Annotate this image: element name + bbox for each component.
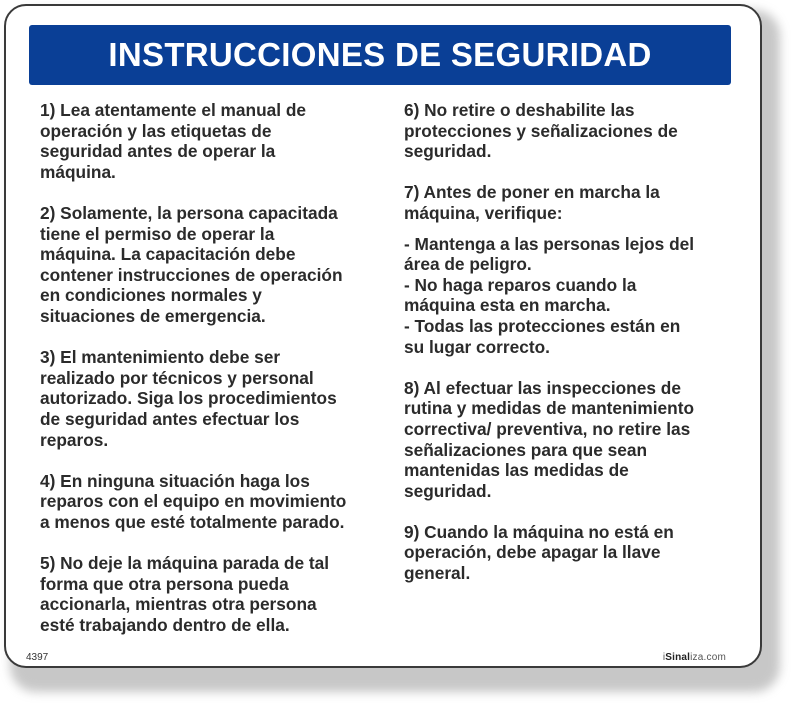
instruction-2: 2) Solamente, la persona capacitada tiene el permiso de operar la máquina. La capacitación debe contener instrucciones de operación en condiciones normales y situaciones de emergencia.: [40, 202, 343, 326]
instruction-8: 8) Al efectuar las inspecciones de rutina y medidas de mantenimiento correctiva/ preventiva, no retire las señalizaciones para que sean mantenidas las medidas de seguridad.: [404, 377, 695, 501]
instruction-4: 4) En ninguna situación haga los reparos con el equipo en movimiento a menos que esté totalmente parado.: [40, 470, 347, 532]
right-column: [404, 100, 734, 604]
instruction-3: 3) El mantenimiento debe ser realizado por técnicos y personal autorizado. Siga los procedimientos de seguridad antes efectuar los reparos.: [40, 347, 337, 450]
brand-suffix: iza.com: [690, 652, 726, 663]
instruction-9: 9) Cuando la máquina no está en operación, debe apagar la llave general.: [404, 521, 674, 584]
instruction-7: [404, 182, 734, 357]
instruction-7-point-3: - Todas las protecciones están en su lugar correcto.: [404, 315, 681, 357]
brand-label: [663, 652, 726, 663]
instruction-7-point-1: - Mantenga a las personas lejos del área de peligro.: [404, 233, 695, 275]
sign-header: [29, 25, 731, 85]
instruction-1: 1) Lea atentamente el manual de operación y las etiquetas de seguridad antes de operar la máquina.: [40, 100, 307, 182]
instruction-6: 6) No retire o deshabilite las protecciones y señalizaciones de seguridad.: [404, 100, 678, 162]
instruction-7-intro: 7) Antes de poner en marcha la máquina, verifique:: [404, 182, 660, 223]
sign-title: INSTRUCCIONES DE SEGURIDAD: [108, 36, 652, 73]
brand-prefix: i: [662, 652, 666, 663]
product-code: 4397: [26, 652, 49, 663]
instruction-7-point-2: - No haga reparos cuando la máquina esta en marcha.: [404, 274, 637, 316]
instruction-5: 5) No deje la máquina parada de tal forma que otra persona pueda accionarla, mientras otra persona esté trabajando dentro de ella.: [40, 553, 330, 635]
left-column: [40, 100, 385, 656]
brand-bold: Sinal: [665, 652, 691, 663]
